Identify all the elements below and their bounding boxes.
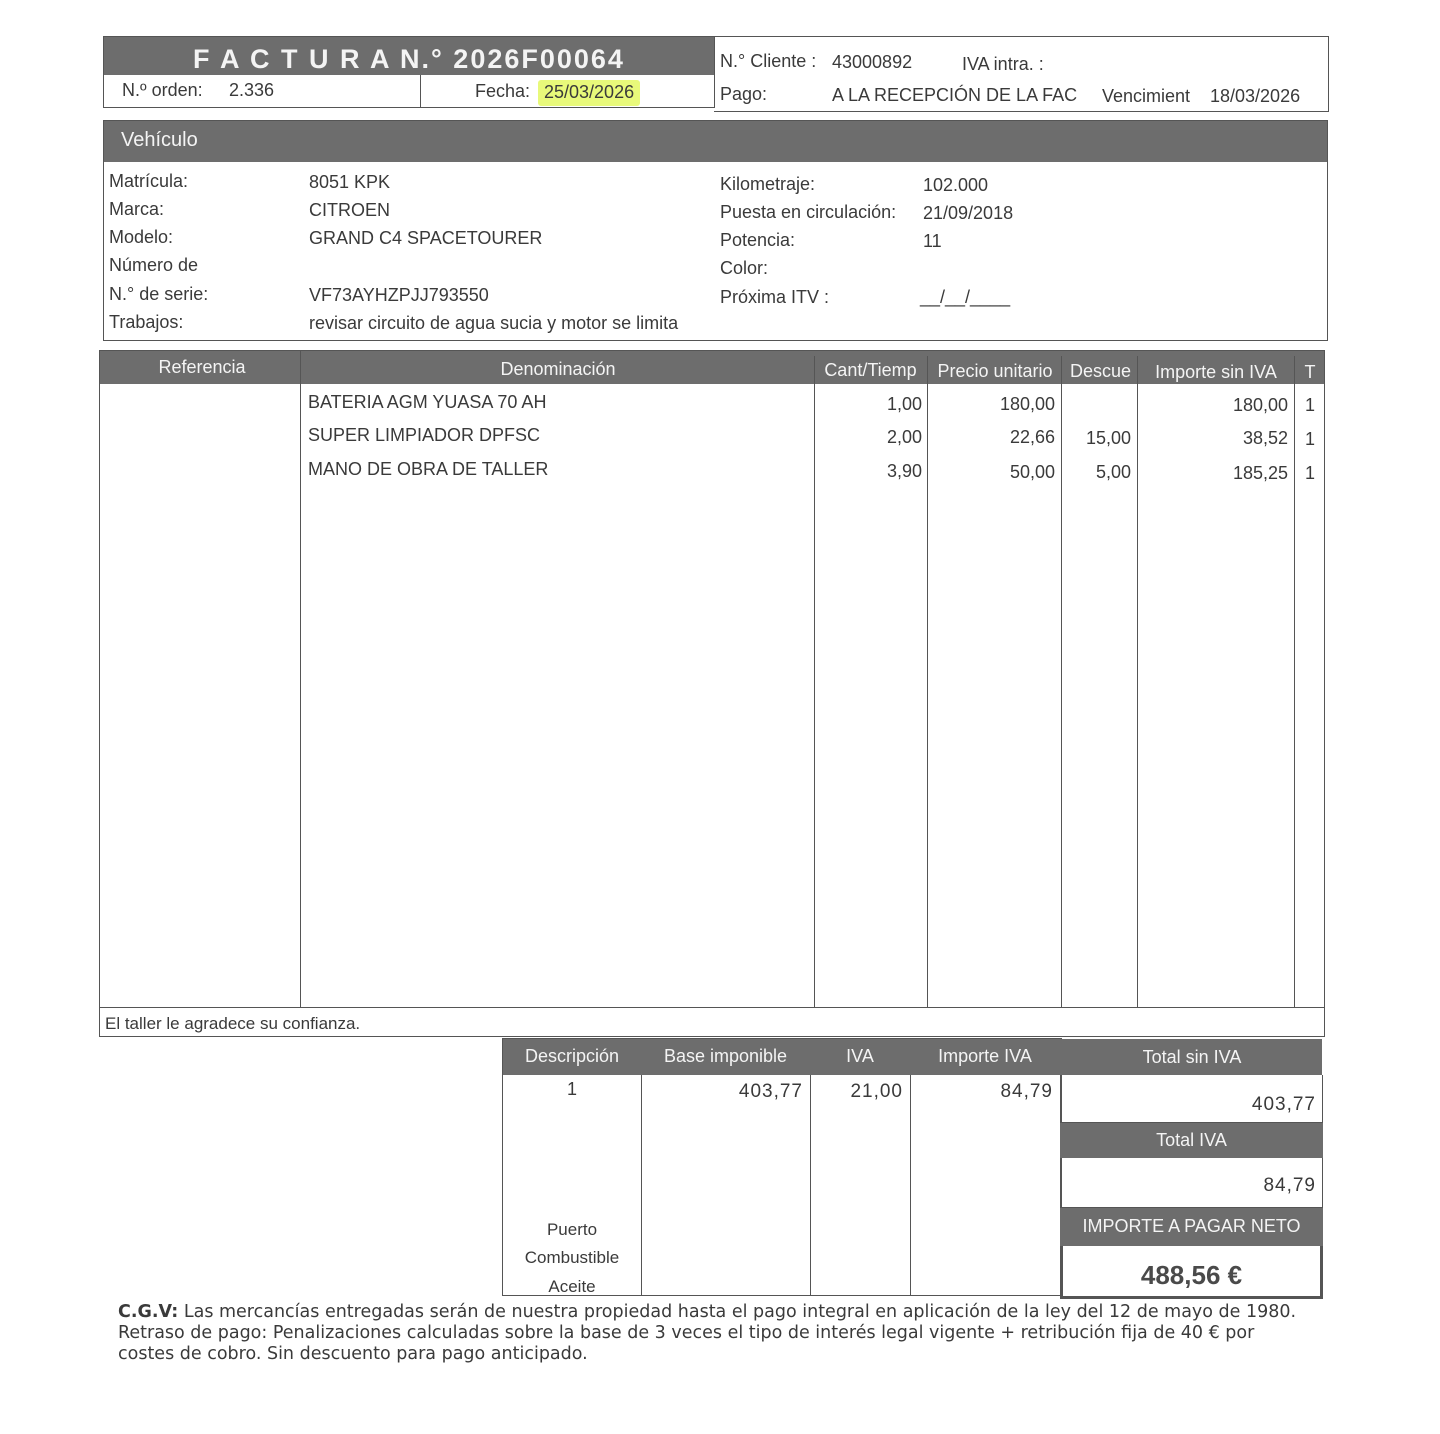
brand-label: Marca: (109, 199, 165, 219)
terms-line-1 (118, 1302, 1318, 1323)
net-label: IMPORTE A PAGAR NETO (1082, 1216, 1301, 1236)
invoice-title-bar (104, 37, 714, 75)
row-unit-price: 50,00 (1009, 462, 1055, 482)
sum-vat-amount-header: Importe IVA (938, 1046, 1032, 1066)
power-value: 11 (923, 231, 942, 251)
row-quantity: 2,00 (886, 427, 922, 447)
brand-value: CITROEN (309, 200, 390, 220)
client-value: 43000892 (832, 52, 913, 72)
payment-value: A LA RECEPCIÓN DE LA FAC (832, 85, 1078, 105)
registration-value: 21/09/2018 (923, 203, 1014, 223)
row-discount: 15,00 (1085, 428, 1131, 448)
col-amount-header: Importe sin IVA (1155, 362, 1277, 382)
sum-row-vat: 21,00 (850, 1081, 903, 1102)
vehicle-section-title: Vehículo (121, 129, 198, 151)
sum-extra-port: Puerto (546, 1220, 598, 1239)
row-description: SUPER LIMPIADOR DPFSC (308, 425, 541, 445)
row-quantity: 3,90 (886, 461, 922, 481)
sum-extra-oil: Aceite (548, 1277, 596, 1296)
col-tax-header: T (1304, 362, 1316, 382)
due-value: 18/03/2026 (1210, 86, 1301, 106)
client-label: N.° Cliente : (720, 51, 817, 71)
order-label: N.º orden: (122, 80, 203, 100)
serial-label: N.° de serie: (109, 284, 209, 304)
sum-vat-header: IVA (846, 1046, 874, 1066)
date-value: 25/03/2026 (538, 80, 640, 106)
sum-row-base: 403,77 (738, 1081, 803, 1102)
row-description: BATERIA AGM YUASA 70 AH (308, 392, 547, 412)
itv-value: __/__/____ (920, 287, 1011, 307)
due-label: Vencimient (1102, 86, 1191, 106)
total-no-vat-value: 403,77 (1251, 1094, 1316, 1115)
number-label: Número de (109, 255, 199, 275)
terms-text-1: Las mercancías entregadas serán de nuestra propiedad hasta el pago integral en aplicación de la ley del 12 de mayo de 1980. (183, 1302, 1297, 1322)
model-label: Modelo: (109, 227, 174, 247)
date-label: Fecha: (475, 81, 531, 101)
col-quantity-header: Cant/Tiemp (824, 360, 917, 380)
serial-value: VF73AYHZPJJ793550 (309, 285, 489, 305)
row-amount: 38,52 (1242, 428, 1288, 448)
row-description: MANO DE OBRA DE TALLER (308, 459, 549, 479)
mileage-label: Kilometraje: (720, 174, 816, 194)
order-value: 2.336 (229, 80, 275, 100)
terms-block (118, 1302, 1318, 1365)
vat-intra-label: IVA intra. : (962, 54, 1044, 74)
lines-table (99, 350, 1325, 1037)
total-vat-label: Total IVA (1156, 1130, 1227, 1150)
plate-label: Matrícula: (109, 171, 189, 191)
terms-line-3: costes de cobro. Sin descuento para pago anticipado. (118, 1344, 588, 1364)
sum-total-no-vat-header: Total sin IVA (1142, 1047, 1242, 1067)
power-label: Potencia: (720, 230, 796, 250)
row-tax: 1 (1304, 395, 1315, 415)
mileage-value: 102.000 (923, 175, 989, 195)
sum-extra-fuel: Combustible (524, 1248, 620, 1267)
col-discount-header: Descue (1069, 361, 1132, 381)
payment-label: Pago: (720, 84, 768, 104)
row-amount: 180,00 (1232, 395, 1288, 415)
row-discount: 5,00 (1095, 462, 1131, 482)
row-unit-price: 22,66 (1009, 427, 1055, 447)
registration-label: Puesta en circulación: (720, 202, 897, 222)
sum-description-header: Descripción (524, 1046, 620, 1066)
col-reference-header: Referencia (158, 357, 246, 377)
row-tax: 1 (1304, 429, 1315, 449)
invoice-title: F A C T U R A N.° 2026F00064 (193, 44, 625, 74)
thanks-message: El taller le agradece su confianza. (105, 1014, 361, 1033)
terms-line-2: Retraso de pago: Penalizaciones calculadas sobre la base de 3 veces el tipo de interés legal vigente + retribución fija de 40 € por (118, 1323, 1255, 1343)
itv-label: Próxima ITV : (720, 287, 830, 307)
col-description-header: Denominación (500, 359, 616, 379)
model-value: GRAND C4 SPACETOURER (309, 228, 543, 248)
total-vat-value: 84,79 (1263, 1175, 1316, 1196)
terms-label: C.G.V: (118, 1302, 179, 1322)
sum-row-description: 1 (566, 1079, 577, 1099)
row-unit-price: 180,00 (999, 394, 1055, 414)
plate-value: 8051 KPK (309, 172, 391, 192)
col-unit-price-header: Precio unitario (937, 361, 1053, 381)
color-label: Color: (720, 258, 769, 278)
vehicle-header-bar (104, 121, 1327, 162)
work-label: Trabajos: (109, 312, 184, 332)
sum-row-vat-amount: 84,79 (1000, 1081, 1053, 1102)
work-value: revisar circuito de agua sucia y motor se limita (309, 313, 679, 333)
row-amount: 185,25 (1232, 463, 1288, 483)
row-tax: 1 (1304, 463, 1315, 483)
net-value: 488,56 € (1140, 1260, 1243, 1290)
row-quantity: 1,00 (886, 394, 922, 414)
sum-base-header: Base imponible (663, 1046, 788, 1066)
